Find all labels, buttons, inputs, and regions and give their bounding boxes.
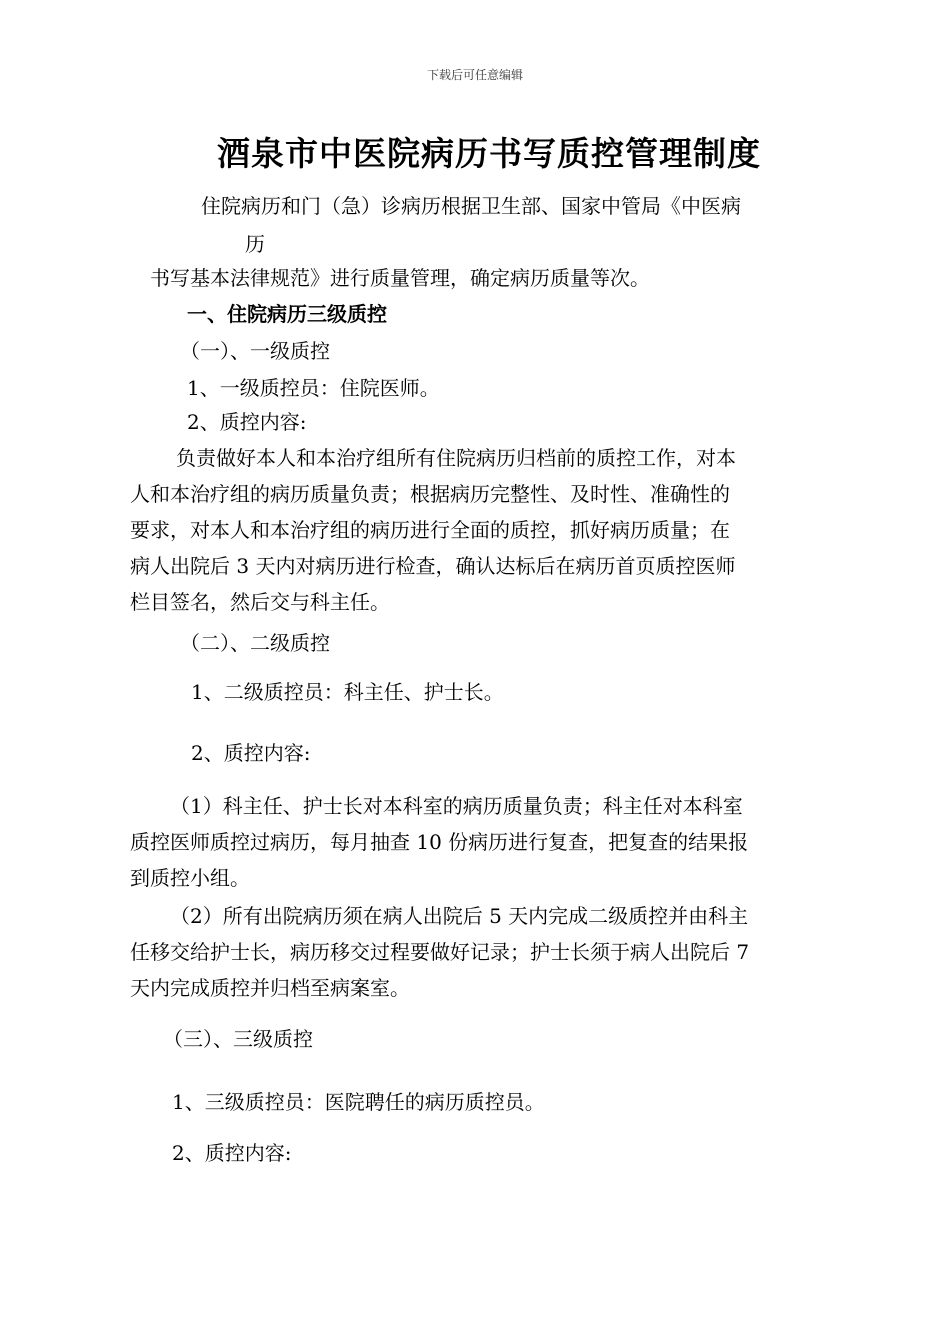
level-2-item-1: 1、二级质控员：科主任、护士长。 xyxy=(191,680,504,704)
level-3-item-2: 2、质控内容: xyxy=(172,1141,292,1165)
level-1-line-2: 人和本治疗组的病历质量负责；根据病历完整性、及时性、准确性的 xyxy=(130,482,730,506)
level-1-heading: （一）、一级质控 xyxy=(180,339,330,363)
level-1-item-1: 1、一级质控员：住院医师。 xyxy=(187,376,440,400)
document-title: 酒泉市中医院病历书写质控管理制度 xyxy=(217,134,761,173)
level-2-para-1-line-1: （1）科主任、护士长对本科室的病历质量负责；科主任对本科室 xyxy=(170,794,743,818)
level-1-line-1: 负责做好本人和本治疗组所有住院病历归档前的质控工作，对本 xyxy=(176,446,736,470)
level-3-item-1: 1、三级质控员：医院聘任的病历质控员。 xyxy=(172,1090,545,1114)
section-1-heading: 一、住院病历三级质控 xyxy=(187,302,387,326)
level-1-line-5: 栏目签名，然后交与科主任。 xyxy=(130,590,390,614)
intro-line-3: 书写基本法律规范》进行质量管理，确定病历质量等次。 xyxy=(150,266,650,290)
header-note: 下载后可任意编辑 xyxy=(426,68,523,82)
level-1-line-3: 要求，对本人和本治疗组的病历进行全面的质控，抓好病历质量；在 xyxy=(130,518,730,542)
level-2-para-1-line-3: 到质控小组。 xyxy=(130,866,250,890)
level-2-heading: （二）、二级质控 xyxy=(180,631,330,655)
level-1-line-4: 病人出院后 3 天内对病历进行检查，确认达标后在病历首页质控医师 xyxy=(130,554,736,578)
level-2-para-2-line-1: （2）所有出院病历须在病人出院后 5 天内完成二级质控并由科主 xyxy=(170,904,749,928)
level-2-para-1-line-2: 质控医师质控过病历，每月抽查 10 份病历进行复查，把复查的结果报 xyxy=(130,830,749,854)
intro-line-2: 历 xyxy=(245,232,265,256)
level-2-para-2-line-2: 任移交给护士长，病历移交过程要做好记录；护士长须于病人出院后 7 xyxy=(130,940,750,964)
level-2-item-2: 2、质控内容: xyxy=(191,741,311,765)
level-1-item-2: 2、质控内容: xyxy=(187,410,307,434)
level-3-heading: （三）、三级质控 xyxy=(163,1027,313,1051)
level-2-para-2-line-3: 天内完成质控并归档至病案室。 xyxy=(130,976,410,1000)
intro-line-1: 住院病历和门（急）诊病历根据卫生部、国家中管局《中医病 xyxy=(201,194,741,218)
